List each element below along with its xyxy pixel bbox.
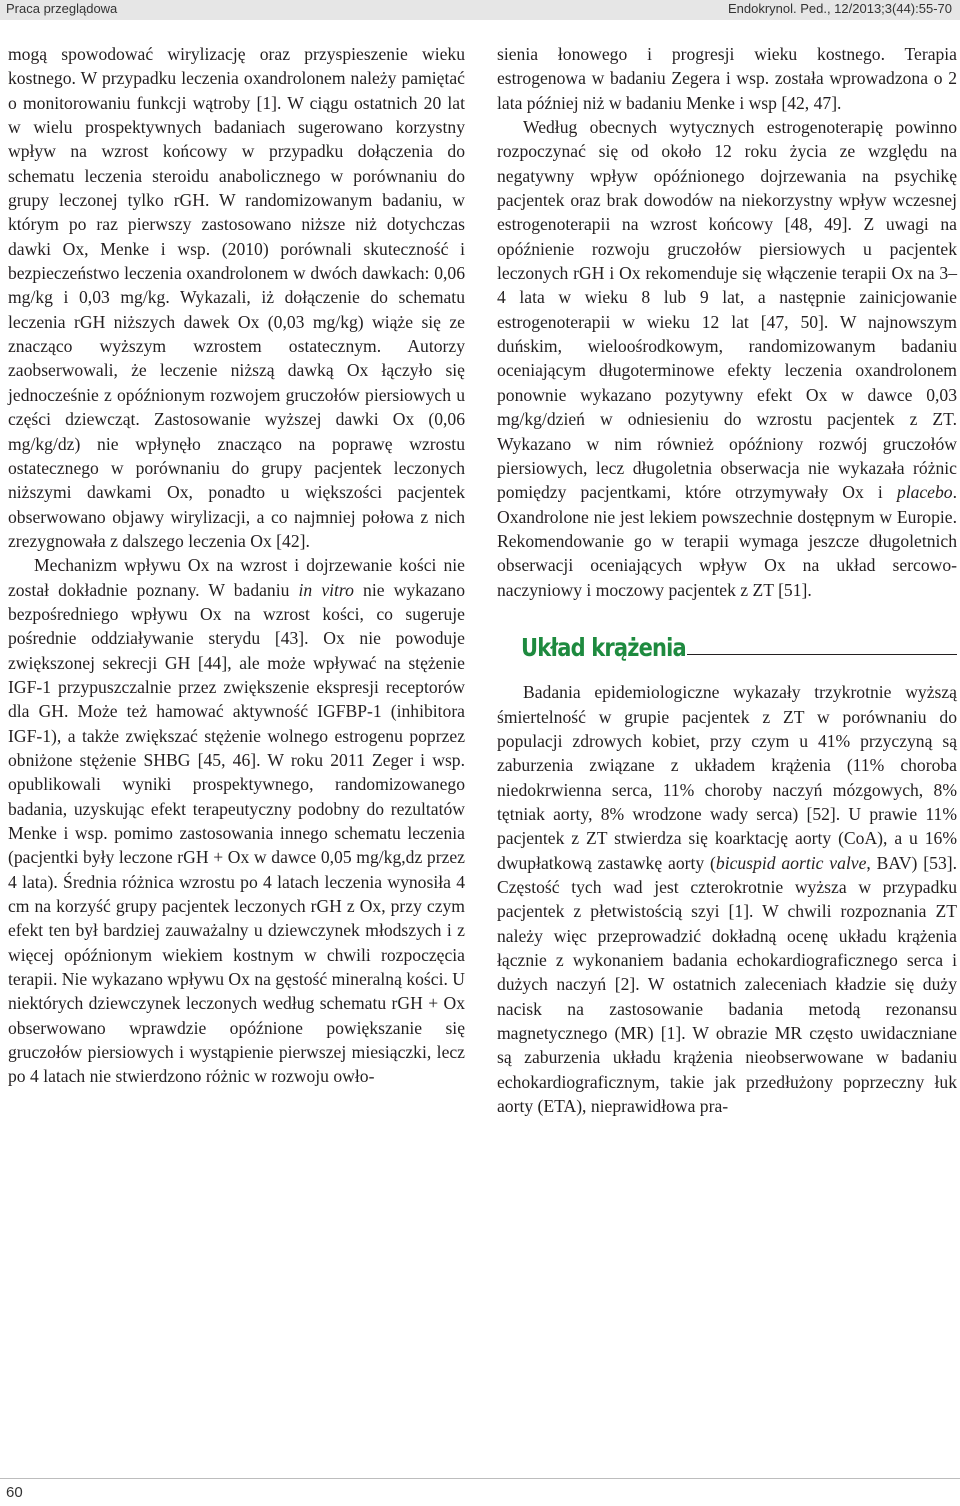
paragraph-text: Mechanizm wpływu Ox na wzrost i dojrzewanie kości nie został dokładnie poznany. W badaniu: [8, 555, 465, 600]
paragraph-text: nie wykazano bezpośredniego wpływu Ox na wzrost kości, co sugeruje pośrednie oddziaływanie sterydu [43]. Ox nie powoduje zwiększonej sekrecji GH [44], ale może wpływać na stężenie IGF-1 przypuszczalnie przez zwiększenie ekspresji receptorów dla GH. Może też hamować aktywność IGFBP-1 (inhibitora IGF-1), a także zwiększać stężenie wolnego estrogenu poprzez obniżone stężenie SHBG [45, 46]. W roku 2011 Zeger i wsp. opublikowali wyniki prospektywnego, randomizowanego badania, uzyskując efekt terapeutyczny podobny do rezultatów Menke i wsp. pomimo zastosowania innego schematu leczenia (pacjentki były leczone rGH + Ox w dawce 0,05 mg/kg,dz przez 4 lata). Średnia różnica wzrostu po 4 latach leczenia wynosiła 4 cm na korzyść grupy pacjentek leczonych rGH z Ox, przy czym efekt ten był bardziej zauważalny u dziewczynek młodszych i z więcej opóźnionym wiekiem kostnym w chwili rozpoczęcia terapii. Nie wykazano wpływu Ox na gęstość mineralną kości. U niektórych dziewczynek leczonych według schematu rGH + Ox obserwowano wprawdzie opóźnione powiększanie się gruczołów piersiowych i wystąpienie pierwszej miesiączki, lecz po 4 latach nie stwierdzono różnic w rozwoju owło-: [8, 579, 465, 1087]
section-title: Układ krążenia: [521, 632, 686, 662]
italic-term: in vitro: [298, 579, 354, 600]
journal-citation: Endokrynol. Ped., 12/2013;3(44):55-70: [727, 1, 952, 16]
italic-term: bicuspid aortic valve: [715, 852, 867, 873]
paragraph: [497, 115, 957, 602]
running-header: [0, 0, 960, 20]
page-number: 60: [6, 1484, 23, 1501]
paragraph-text: mogą spowodować wirylizację oraz przyspieszenie wieku kostnego. W przypadku leczenia oxandrolonem należy pamiętać o monitorowaniu funkcji wątroby [1]. W ciągu ostatnich 20 lat w wielu prospektywnych badaniach sugerowano korzystny wpływ na wzrost końcowy w przypadku dołączenia do schematu leczenia steroidu anabolicznego w porównaniu do grupy leczonej tylko rGH. W randomizowanym badaniu, w którym po raz pierwszy zastosowano niższe niż dotychczas dawki Ox, Menke i wsp. (2010) porównali skuteczność i bezpieczeństwo leczenia oxandrolonem w dwóch dawkach: 0,06 mg/kg i 0,03 mg/kg. Wykazali, iż dołączenie do schematu leczenia rGH niższych dawek Ox (0,03 mg/kg) wiąże się ze znacząco wyższym wzrostem ostatecznym. Autorzy zaobserwowali, że leczenie niższą dawką Ox łączyło się jednocześnie z opóźnionym rozwojem gruczołów piersiowych u części dziewcząt. Zastosowanie wyższej dawki Ox (0,06 mg/kg/dz) nie wpłynęło znacząco na poprawę wzrostu ostatecznego w porównaniu do grupy pacjentek leczonych niższymi dawkami Ox, ponadto u większości pacjentek obserwowano objawy wirylizacji, a co najmniej połowa z nich zrezygnowała z dalszego leczenia Ox [42].: [8, 44, 465, 551]
paragraph-text: sienia łonowego i progresji wieku kostnego. Terapia estrogenowa w badaniu Zegera i wsp. została wprowadzona o 2 lata później niż w badaniu Menke i wsp [42, 47].: [497, 44, 957, 113]
left-column: [8, 42, 465, 1089]
paragraph-text: . Oxandrolone nie jest lekiem powszechnie dostępnym w Europie. Rekomendowanie go w terapii wymaga jeszcze długoletnich obserwacji oceniających wpływ Ox na układ sercowo-naczyniowy i moczowy pacjentek z ZT [51].: [497, 482, 957, 600]
paragraph: [8, 42, 465, 553]
article-type: Praca przeglądowa: [6, 1, 118, 16]
right-column: [497, 42, 957, 1118]
paragraph: [497, 42, 957, 115]
italic-term: placebo: [896, 482, 953, 503]
paragraph: [8, 553, 465, 1089]
section-rule: [687, 654, 957, 655]
paragraph: [497, 680, 957, 1118]
paragraph-text: Badania epidemiologiczne wykazały trzykrotnie wyższą śmiertelność w grupie pacjentek z ZT w porównaniu do populacji zdrowych kobiet, przy czym u 41% przyczyną są zaburzenia związane z układem krążenia (11% choroba niedokrwienna serca, 11% choroby naczyń mózgowych, 8% tętniak aorty, 8% wrodzone wady serca) [52]. U prawie 11% pacjentek z ZT stwierdza się koarktację aorty (CoA), a u 16% dwupłatkową zastawkę aorty (: [497, 682, 957, 873]
paragraph-text: , BAV) [53]. Częstość tych wad jest czterokrotnie wyższa w przypadku pacjentek z płetwistością szyi [1]. W chwili rozpoznania ZT należy więc przeprowadzić dokładną ocenę układu krążenia łącznie z wykonaniem badania echokardiograficznego serca i dużych naczyń [2]. W ostatnich zaleceniach kładzie się duży nacisk na zastosowanie badania metodą rezonansu magnetycznego (MR) [1]. W obrazie MR często uwidaczniane są zaburzenia układu krążenia nieobserwowane w badaniu echokardiograficznym, takie jak przedłużony poprzeczny łuk aorty (ETA), nieprawidłowa pra-: [497, 852, 957, 1117]
section-heading: [521, 632, 957, 662]
paragraph-text: Według obecnych wytycznych estrogenoterapię powinno rozpoczynać się od około 12 roku życia ze względu na negatywny wpływ opóźnionego dojrzewania na psychikę pacjentek oraz brak dowodów na niekorzystny wpływ wczesnej estrogenoterapii na wzrost końcowy [48, 49]. Z uwagi na opóźnienie rozwoju gruczołów piersiowych u pacjentek leczonych rGH i Ox rekomenduje się włączenie terapii Ox na 3–4 lata w wieku 8 lub 9 lat, a następnie zainicjowanie estrogenoterapii w wieku 12 lat [47, 50]. W najnowszym duńskim, wieloośrodkowym, randomizowanym badaniu oceniającym długoterminowe efekty leczenia oxandrolonem ponownie wykazano pozytywny efekt Ox w dawce 0,03 mg/kg/dzień w odniesieniu do wzrostu pacjentek z ZT. Wykazano w nim również opóźniony rozwój gruczołów piersiowych, lecz długoletnia obserwacja nie wykazała różnic pomiędzy pacjentkami, które otrzymywały Ox i: [497, 117, 957, 503]
footer-divider: [0, 1478, 960, 1479]
